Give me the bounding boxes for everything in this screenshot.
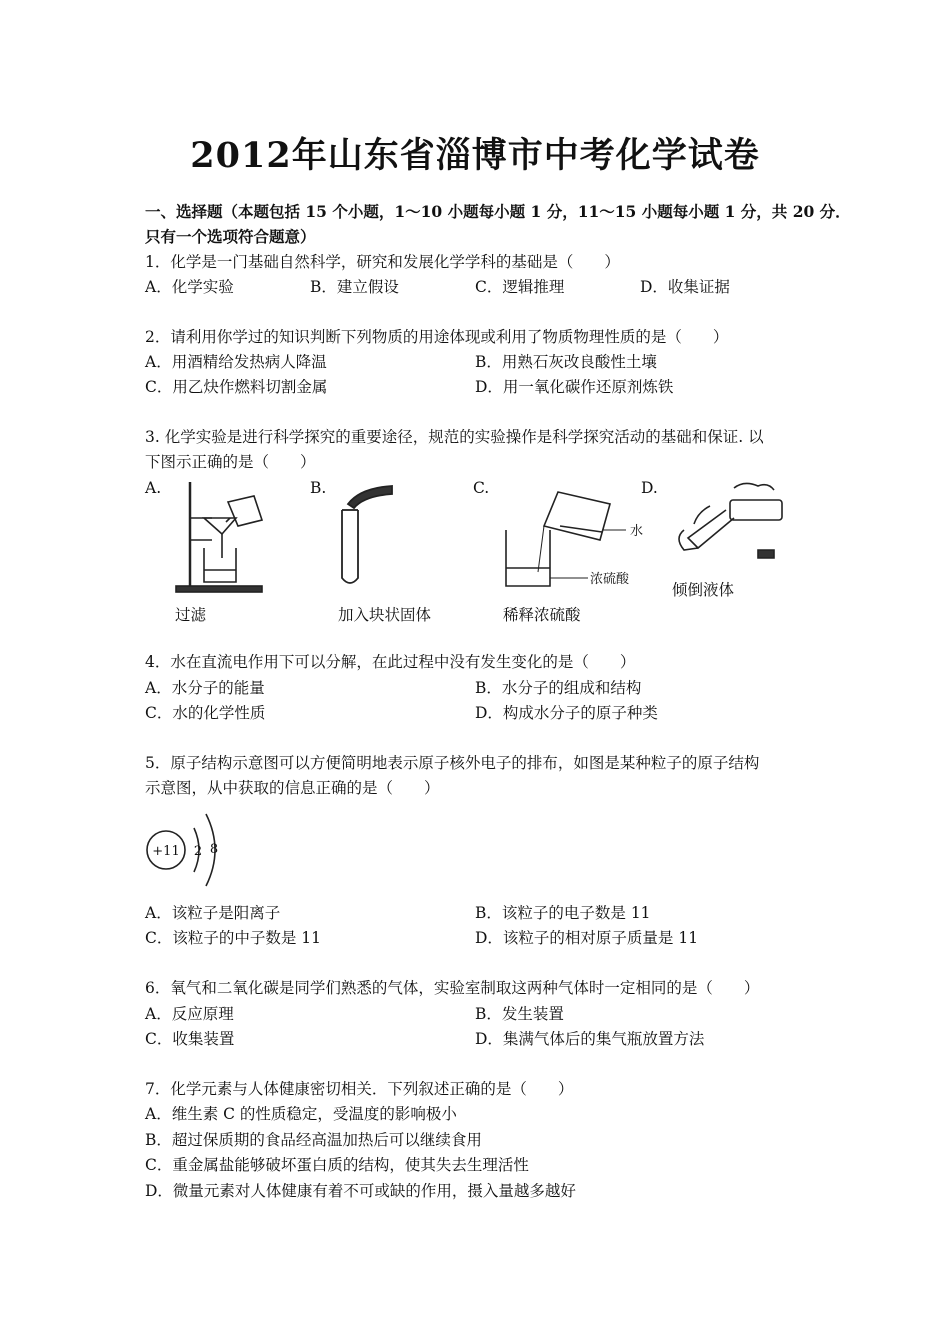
q4-option-a: A．水分子的能量 bbox=[145, 679, 265, 697]
q4-option-c: C．水的化学性质 bbox=[145, 704, 266, 722]
water-label: 水 bbox=[630, 524, 644, 539]
q5-stem-line1: 5．原子结构示意图可以方便简明地表示原子核外电子的排布，如图是某种粒子的原子结构 bbox=[145, 754, 760, 772]
q3-letter-a: A. bbox=[145, 479, 162, 497]
q5-stem-line2: 示意图，从中获取的信息正确的是（ ） bbox=[145, 779, 440, 797]
q5-option-a: A．该粒子是阳离子 bbox=[145, 904, 281, 922]
shell1-electrons: 2 bbox=[193, 844, 203, 859]
q3-letter-b: B. bbox=[310, 479, 327, 497]
q1-stem: 1．化学是一门基础自然科学，研究和发展化学学科的基础是（ ） bbox=[145, 253, 620, 271]
nucleus-charge: +11 bbox=[152, 844, 180, 859]
q5-option-d: D．该粒子的相对原子质量是 11 bbox=[475, 929, 699, 947]
shell2-electrons: 8 bbox=[209, 842, 219, 857]
q1-option-d: D．收集证据 bbox=[640, 278, 730, 296]
q5-option-c: C．该粒子的中子数是 11 bbox=[145, 929, 322, 947]
q6-option-c: C．收集装置 bbox=[145, 1030, 235, 1048]
q7-option-d: D．微量元素对人体健康有着不可或缺的作用，摄入量越多越好 bbox=[145, 1182, 576, 1200]
q7-option-b: B．超过保质期的食品经高温加热后可以继续食用 bbox=[145, 1131, 482, 1149]
q5-option-b: B．该粒子的电子数是 11 bbox=[475, 904, 651, 922]
dilute-acid-figure bbox=[498, 486, 658, 594]
q3-caption-d: 倾倒液体 bbox=[672, 581, 735, 599]
q3-stem-line2: 下图示正确的是（ ） bbox=[145, 453, 316, 471]
q7-stem: 7．化学元素与人体健康密切相关．下列叙述正确的是（ ） bbox=[145, 1080, 574, 1098]
q6-option-d: D．集满气体后的集气瓶放置方法 bbox=[475, 1030, 705, 1048]
atom-structure-diagram bbox=[140, 806, 230, 896]
q7-option-c: C．重金属盐能够破坏蛋白质的结构，使其失去生理活性 bbox=[145, 1156, 529, 1174]
q3-letter-c: C. bbox=[473, 479, 490, 497]
q4-stem: 4．水在直流电作用下可以分解，在此过程中没有发生变化的是（ ） bbox=[145, 653, 636, 671]
q2-option-a: A．用酒精给发热病人降温 bbox=[145, 353, 327, 371]
q3-caption-c: 稀释浓硫酸 bbox=[503, 606, 581, 624]
test-tube-figure bbox=[330, 480, 400, 590]
q3-caption-a: 过滤 bbox=[175, 606, 207, 624]
acid-label: 浓硫酸 bbox=[590, 572, 630, 587]
section-heading-line1: 一、选择题（本题包括 15 个小题，1～10 小题每小题 1 分，11～15 小题每小题 1 分，共 20 分． bbox=[145, 202, 851, 221]
q2-option-d: D．用一氧化碳作还原剂炼铁 bbox=[475, 378, 674, 396]
q3-letter-d: D. bbox=[641, 479, 658, 497]
filtration-figure bbox=[170, 478, 275, 598]
q2-option-c: C．用乙炔作燃料切割金属 bbox=[145, 378, 328, 396]
q6-stem: 6．氧气和二氧化碳是同学们熟悉的气体，实验室制取这两种气体时一定相同的是（ ） bbox=[145, 979, 760, 997]
q6-option-b: B．发生装置 bbox=[475, 1005, 564, 1023]
q1-option-a: A．化学实验 bbox=[145, 278, 234, 296]
q2-option-b: B．用熟石灰改良酸性土壤 bbox=[475, 353, 657, 371]
q4-option-b: B．水分子的组成和结构 bbox=[475, 679, 642, 697]
section-heading-line2: 只有一个选项符合题意） bbox=[145, 227, 316, 246]
pour-liquid-figure bbox=[668, 478, 798, 570]
page-title: 2012年山东省淄博市中考化学试卷 bbox=[190, 135, 760, 176]
q4-option-d: D．构成水分子的原子种类 bbox=[475, 704, 658, 722]
q6-option-a: A．反应原理 bbox=[145, 1005, 234, 1023]
q3-caption-b: 加入块状固体 bbox=[338, 606, 432, 624]
q7-option-a: A．维生素 C 的性质稳定，受温度的影响极小 bbox=[145, 1105, 457, 1123]
q2-stem: 2．请利用你学过的知识判断下列物质的用途体现或利用了物质物理性质的是（ ） bbox=[145, 328, 729, 346]
q3-stem-line1: 3. 化学实验是进行科学探究的重要途径，规范的实验操作是科学探究活动的基础和保证. 以 bbox=[145, 428, 764, 446]
q1-option-c: C．逻辑推理 bbox=[475, 278, 565, 296]
q1-option-b: B．建立假设 bbox=[310, 278, 399, 296]
